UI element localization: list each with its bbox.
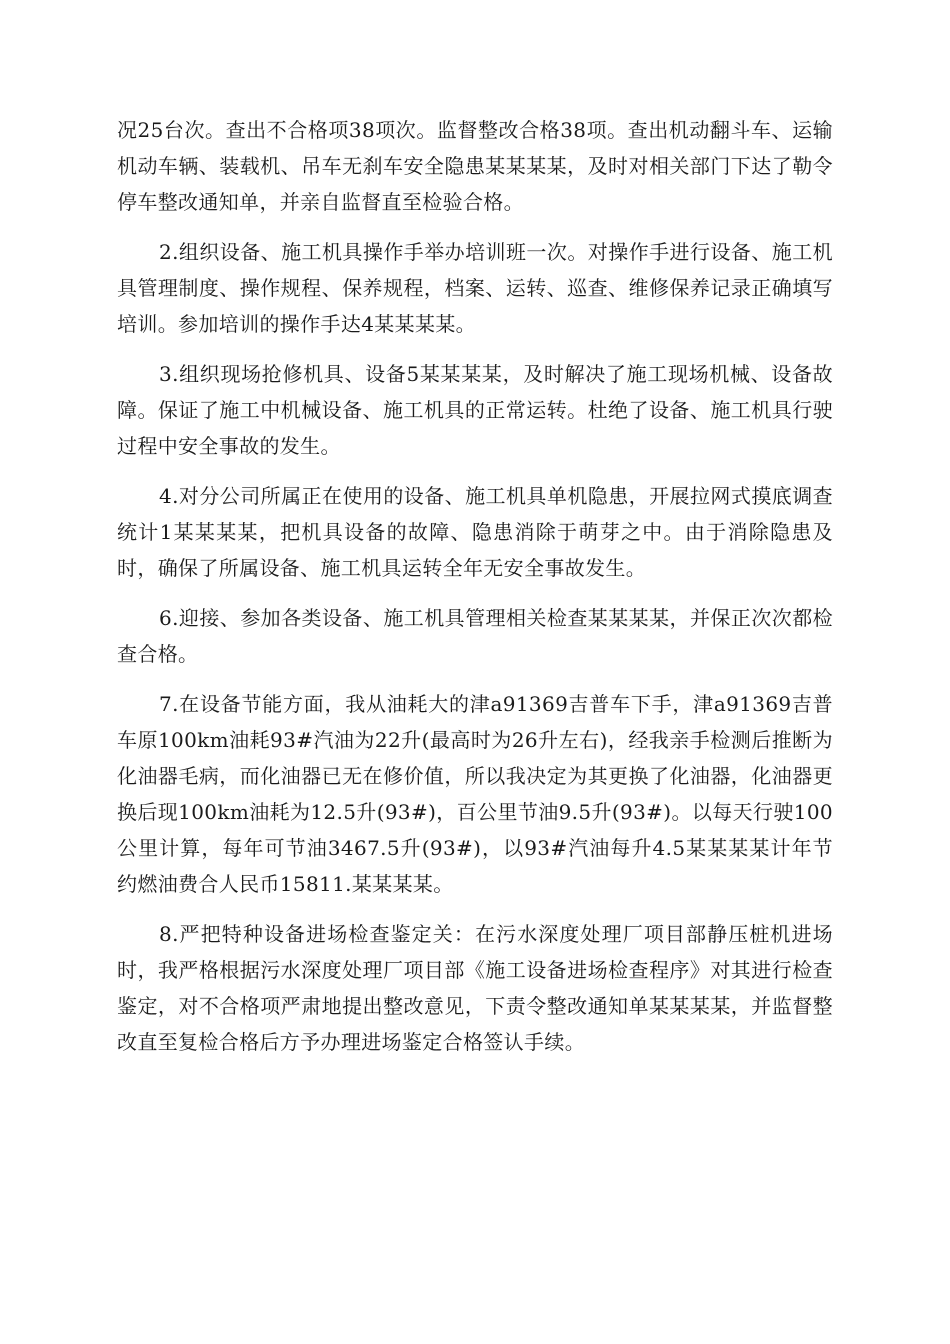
paragraph-item-4: 4.对分公司所属正在使用的设备、施工机具单机隐患，开展拉网式摸底调查统计1某某某某，把机具设备的故障、隐患消除于萌芽之中。由于消除隐患及时，确保了所属设备、施工机具运转全年无安全事故发生。 bbox=[117, 484, 833, 580]
document-body bbox=[117, 112, 833, 1074]
paragraph-item-6: 6.迎接、参加各类设备、施工机具管理相关检查某某某某，并保正次次都检查合格。 bbox=[117, 606, 833, 666]
paragraph-item-8: 8.严把特种设备进场检查鉴定关：在污水深度处理厂项目部静压桩机进场时，我严格根据污水深度处理厂项目部《施工设备进场检查程序》对其进行检查鉴定，对不合格项严肃地提出整改意见，下责令整改通知单某某某某，并监督整改直至复检合格后方予办理进场鉴定合格签认手续。 bbox=[117, 922, 833, 1054]
paragraph-item-3: 3.组织现场抢修机具、设备5某某某某，及时解决了施工现场机械、设备故障。保证了施工中机械设备、施工机具的正常运转。杜绝了设备、施工机具行驶过程中安全事故的发生。 bbox=[117, 362, 833, 458]
paragraph-item-2: 2.组织设备、施工机具操作手举办培训班一次。对操作手进行设备、施工机具管理制度、操作规程、保养规程，档案、运转、巡查、维修保养记录正确填写培训。参加培训的操作手达4某某某某。 bbox=[117, 240, 833, 336]
paragraph-continuation: 况25台次。查出不合格项38项次。监督整改合格38项。查出机动翻斗车、运输机动车辆、装载机、吊车无刹车安全隐患某某某某，及时对相关部门下达了勒令停车整改通知单，并亲自监督直至检验合格。 bbox=[117, 118, 833, 214]
paragraph-item-7: 7.在设备节能方面，我从油耗大的津a91369吉普车下手，津a91369吉普车原100km油耗93#汽油为22升(最高时为26升左右)，经我亲手检测后推断为化油器毛病，而化油器已无在修价值，所以我决定为其更换了化油器，化油器更换后现100km油耗为12.5升(93#)，百公里节油9.5升(93#)。以每天行驶100公里计算，每年可节油3467.5升(93#)，以93#汽油每升4.5某某某某计年节约燃油费合人民币15811.某某某某。 bbox=[117, 692, 833, 896]
